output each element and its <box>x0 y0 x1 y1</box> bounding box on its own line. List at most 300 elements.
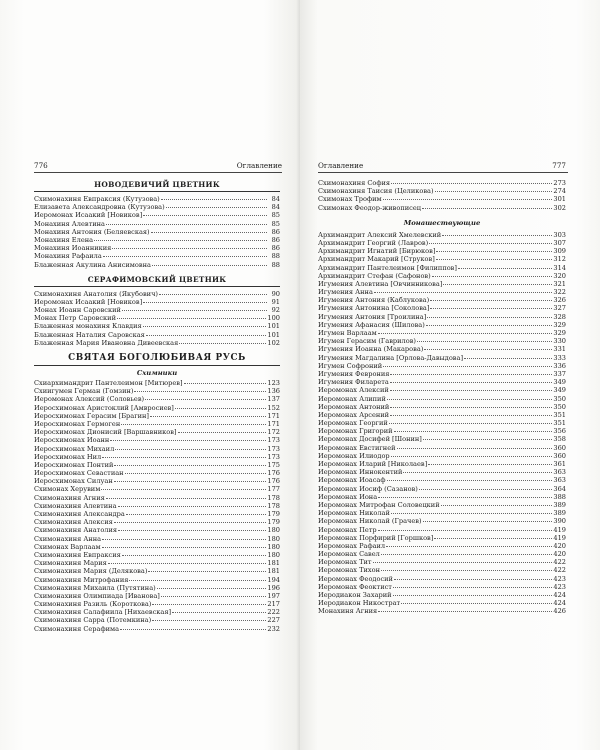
entry-page-number: 177 <box>267 485 280 494</box>
entry-name: Иеромонах Николай (Грачев) <box>318 517 422 526</box>
entry-name: Схимонахиня Алевтина <box>34 501 117 510</box>
entry-page-number: 423 <box>553 582 566 591</box>
dot-leader <box>391 451 553 457</box>
entry-name: Схимонах Феодор-живописец <box>318 203 421 212</box>
dot-leader <box>103 251 267 257</box>
dot-leader <box>106 219 267 225</box>
entry-name: Игумен Герасим (Гаврилов) <box>318 337 416 346</box>
entry-name: Монахиня Агния <box>318 607 378 616</box>
dot-leader <box>403 467 552 473</box>
entry-page-number: 100 <box>267 314 280 323</box>
entry-page-number: 197 <box>267 591 280 600</box>
entry-page-number: 180 <box>267 534 280 543</box>
entry-page-number: 101 <box>267 322 280 331</box>
dot-leader <box>423 516 553 522</box>
dot-leader <box>122 305 267 311</box>
entry-name: Схимонах Херувим <box>34 485 101 494</box>
entry-name: Иеромонах Григорий <box>318 427 393 436</box>
entry-page-number: 361 <box>553 460 566 468</box>
entry-name: Иеромонах Феоктист <box>318 582 392 591</box>
entry-page-number: 227 <box>267 616 280 625</box>
entry-name: Иеромонах Антоний <box>318 402 390 411</box>
entry-page-number: 173 <box>267 444 280 453</box>
entry-name: Схимонахиня Мария <box>34 559 107 568</box>
toc-entry <box>34 339 280 347</box>
entry-page-number: 312 <box>553 255 566 264</box>
dot-leader <box>110 435 266 441</box>
dot-leader <box>115 444 266 450</box>
dot-leader <box>143 210 267 216</box>
entry-name: Схимонахиня Салафиила [Нихаевская] <box>34 608 172 617</box>
entry-page-number: 84 <box>271 203 280 212</box>
entry-name: Иеромонах Иона <box>318 492 378 501</box>
section-rule <box>34 365 280 366</box>
entry-name: Иеросхимонах Гермоген <box>34 419 121 428</box>
dot-leader <box>390 377 553 383</box>
dot-leader <box>161 591 267 597</box>
entry-name: Иеромонах Иосиф (Сазанов) <box>318 484 418 493</box>
dot-leader <box>143 321 267 327</box>
entry-name: Архимандрит Пантелеимон [Филиппов] <box>318 263 457 272</box>
entry-name: Иеромонах Иларий [Николаев] <box>318 460 428 468</box>
entry-page-number: 328 <box>553 312 566 321</box>
entry-page-number: 101 <box>267 330 280 339</box>
dot-leader <box>464 353 552 359</box>
section-title: СЕРАФИМОВСКИЙ ЦВЕТНИК <box>87 274 227 284</box>
dot-leader <box>387 475 553 481</box>
entry-name: Блаженная Акулина Анисимовна <box>34 260 151 269</box>
dot-leader <box>383 194 553 200</box>
dot-leader <box>458 263 552 269</box>
dot-leader <box>430 303 552 309</box>
dot-leader <box>125 468 267 474</box>
entry-page-number: 180 <box>267 550 280 559</box>
entry-page-number: 86 <box>271 235 280 244</box>
entry-page-number: 314 <box>553 263 566 272</box>
dot-leader <box>152 599 266 605</box>
entry-name: Схимонахиня Агния <box>34 493 105 502</box>
entry-name: Иеромонах Петр <box>318 525 377 534</box>
right-page <box>300 0 600 750</box>
dot-leader <box>175 403 267 409</box>
dot-leader <box>102 534 266 540</box>
entry-name: Игумения Магдалина [Орлова-Давыдова] <box>318 353 464 362</box>
dot-leader <box>428 459 552 465</box>
entry-page-number: 337 <box>553 369 566 378</box>
dot-leader <box>393 582 552 588</box>
entry-name: Иеромонах Арсений <box>318 410 390 419</box>
entry-page-number: 232 <box>267 624 280 633</box>
entry-page-number: 84 <box>271 195 280 203</box>
entry-page-number: 420 <box>553 541 566 550</box>
section-title: СВЯТАЯ БОГОЛЮБИВАЯ РУСЬ <box>68 353 246 363</box>
dot-leader <box>374 287 553 293</box>
dot-leader <box>161 194 267 200</box>
dot-leader <box>378 606 552 612</box>
entry-page-number: 274 <box>553 187 566 196</box>
entry-name: Иеродиакон Захарий <box>318 591 392 599</box>
left-toc <box>34 180 280 633</box>
dot-leader <box>390 410 552 416</box>
toc-entry <box>318 607 566 615</box>
entry-name: Иеросхимонах Силуан <box>34 477 113 486</box>
entry-name: Схимонахиня Анатолия <box>34 526 118 535</box>
entry-name: Иеромонах Иннокентий <box>318 468 403 477</box>
entry-page-number: 336 <box>553 361 566 370</box>
dot-leader <box>432 271 553 277</box>
dot-leader <box>422 203 552 209</box>
entry-page-number: 326 <box>553 296 566 305</box>
dot-leader <box>383 361 552 367</box>
entry-page-number: 222 <box>267 608 280 617</box>
entry-name: Иеромонах Феодосий <box>318 574 393 583</box>
entry-name: Иеромонах Алексий <box>318 386 389 395</box>
entry-name: Игумения Антонина [Соколова] <box>318 304 430 313</box>
entry-page-number: 171 <box>267 411 280 420</box>
entry-page-number: 86 <box>271 227 280 236</box>
entry-page-number: 350 <box>553 394 566 403</box>
dot-leader <box>152 615 266 621</box>
dot-leader <box>389 418 553 424</box>
entry-page-number: 180 <box>267 526 280 535</box>
dot-leader <box>397 443 553 449</box>
entry-name: Иеромонах Савел <box>318 550 380 559</box>
entry-page-number: 424 <box>553 599 566 608</box>
entry-page-number: 86 <box>271 244 280 253</box>
entry-page-number: 194 <box>267 575 280 584</box>
entry-name: Архимандрит Георгий (Лавров) <box>318 238 429 247</box>
toc-entry <box>34 261 280 269</box>
entry-page-number: 329 <box>553 329 566 337</box>
entry-name: Игумения Антония (Каблукова) <box>318 296 430 305</box>
entry-name: Схимонахиня Мария (Делякова) <box>34 567 148 576</box>
dot-leader <box>393 590 553 596</box>
subsection-title: Монашествующие <box>403 218 481 227</box>
entry-name: Иеромонах Исаакий [Новиков] <box>34 211 143 220</box>
entry-name: Иеросхимонах Герасим [Брагин] <box>34 411 150 420</box>
dot-leader <box>146 330 267 336</box>
entry-name: Монах Иоанн Саровский <box>34 306 121 315</box>
entry-name: Блаженная Мария Ивановна Дивеевская <box>34 338 179 347</box>
entry-name: Монахиня Алевтина <box>34 219 105 228</box>
entry-name: Схиигумен Герман (Гомзин) <box>34 387 134 396</box>
entry-page-number: 358 <box>553 435 566 444</box>
dot-leader <box>373 557 553 563</box>
dot-leader <box>120 624 266 630</box>
entry-page-number: 349 <box>553 378 566 387</box>
entry-page-number: 102 <box>267 338 280 347</box>
entry-name: Схимонахиня Митрофания <box>34 575 129 584</box>
entry-name: Монахиня Иоанникия <box>34 244 112 253</box>
entry-page-number: 329 <box>553 320 566 329</box>
entry-page-number: 302 <box>553 203 566 212</box>
entry-name: Иеромонах Георгий <box>318 419 388 428</box>
entry-page-number: 360 <box>553 451 566 460</box>
dot-leader <box>417 336 552 342</box>
entry-page-number: 330 <box>553 337 566 346</box>
entry-page-number: 176 <box>267 477 280 486</box>
entry-name: Иеромонах Рафаил <box>318 541 386 550</box>
entry-name: Схимонахиня Алексия <box>34 518 113 527</box>
entry-name: Схимонахиня Сарра (Потемкина) <box>34 616 152 625</box>
entry-name: Схимонахиня Михаила (Путятина) <box>34 583 156 592</box>
dot-leader <box>159 289 267 295</box>
dot-leader <box>101 484 266 490</box>
entry-page-number: 333 <box>553 353 566 362</box>
header-rule <box>318 172 568 173</box>
entry-name: Игумен Варлаам <box>318 329 377 337</box>
entry-name: Иеромонах Алексий (Соловьев) <box>34 395 145 404</box>
entry-name: Иеросхимонах Михаил <box>34 444 115 453</box>
entry-page-number: 85 <box>271 219 280 228</box>
dot-leader <box>378 525 553 531</box>
dot-leader <box>394 426 553 432</box>
entry-page-number: 179 <box>267 510 280 518</box>
entry-name: Иеросхимонах Аристоклий [Амвросиев] <box>34 403 174 412</box>
entry-page-number: 322 <box>553 288 566 297</box>
entry-page-number: 196 <box>267 583 280 592</box>
running-title: Оглавление <box>236 161 282 170</box>
entry-name: Блаженная Наталия Саровская <box>34 330 145 339</box>
dot-leader <box>434 533 552 539</box>
running-title: Оглавление <box>318 161 364 170</box>
entry-name: Игумения Филарета <box>318 378 389 387</box>
dot-leader <box>117 313 266 319</box>
dot-leader <box>134 386 266 392</box>
section-rule <box>34 191 280 192</box>
entry-page-number: 90 <box>271 289 280 298</box>
entry-name: Схиархимандрит Пантелеимон [Митюрев] <box>34 379 183 387</box>
entry-name: Иеромонах Илиодор <box>318 451 390 460</box>
dot-leader <box>121 419 266 425</box>
dot-leader <box>126 509 267 515</box>
entry-name: Игумен Софроний <box>318 361 383 370</box>
dot-leader <box>112 243 267 249</box>
dot-leader <box>129 575 266 581</box>
dot-leader <box>394 574 552 580</box>
dot-leader <box>102 452 266 458</box>
entry-page-number: 301 <box>553 195 566 204</box>
entry-name: Иеромонах Исаакий [Новиков] <box>34 297 143 306</box>
dot-leader <box>106 493 267 499</box>
entry-page-number: 91 <box>271 297 280 306</box>
entry-name: Блаженная монахиня Клавдия <box>34 322 142 331</box>
entry-page-number: 356 <box>553 427 566 436</box>
dot-leader <box>184 378 267 384</box>
dot-leader <box>443 279 552 285</box>
entry-page-number: 424 <box>553 591 566 599</box>
dot-leader <box>442 230 552 236</box>
section-rule <box>34 286 280 287</box>
entry-name: Схимонахиня Анатолия (Якубович) <box>34 289 158 298</box>
entry-name: Игумения Антония [Троилина] <box>318 312 427 321</box>
entry-page-number: 360 <box>553 443 566 452</box>
entry-page-number: 419 <box>553 525 566 534</box>
entry-page-number: 363 <box>553 468 566 477</box>
dot-leader <box>145 394 266 400</box>
entry-page-number: 152 <box>267 403 280 412</box>
dot-leader <box>426 320 553 326</box>
dot-leader <box>114 460 266 466</box>
entry-name: Схимонахиня Анна <box>34 534 102 543</box>
dot-leader <box>118 525 266 531</box>
dot-leader <box>430 295 552 301</box>
entry-name: Иеросхимонах Нил <box>34 452 102 461</box>
entry-page-number: 181 <box>267 559 280 568</box>
entry-page-number: 137 <box>267 395 280 404</box>
entry-page-number: 388 <box>553 492 566 501</box>
entry-name: Игумения Феврония <box>318 369 390 378</box>
entry-page-number: 173 <box>267 436 280 445</box>
entry-page-number: 389 <box>553 500 566 509</box>
dot-leader <box>178 427 267 433</box>
entry-page-number: 320 <box>553 271 566 280</box>
dot-leader <box>152 260 267 266</box>
dot-leader <box>441 500 553 506</box>
entry-name: Монах Петр Саровский <box>34 314 116 323</box>
entry-page-number: 175 <box>267 460 280 469</box>
dot-leader <box>401 598 552 604</box>
entry-page-number: 85 <box>271 211 280 220</box>
entry-name: Схимонахиня Евпраксия (Кутузова) <box>34 195 160 203</box>
dot-leader <box>143 297 267 303</box>
entry-name: Схимонахиня Серафима <box>34 624 120 633</box>
entry-name: Иеромонах Иоасаф <box>318 476 386 485</box>
entry-name: Схимонахиня Олимпиада [Иванова] <box>34 591 160 600</box>
dot-leader <box>390 369 552 375</box>
dot-leader <box>390 402 552 408</box>
right-toc <box>318 179 566 616</box>
entry-name: Иеромонах Евстигней <box>318 443 396 452</box>
dot-leader <box>148 566 266 572</box>
entry-page-number: 88 <box>271 260 280 269</box>
dot-leader <box>436 254 553 260</box>
dot-leader <box>166 202 267 208</box>
dot-leader <box>150 411 266 417</box>
entry-page-number: 351 <box>553 419 566 428</box>
entry-page-number: 422 <box>553 558 566 567</box>
entry-name: Иеромонах Николай <box>318 509 390 518</box>
dot-leader <box>381 549 553 555</box>
entry-name: Иеросхимонах Иоанн <box>34 436 110 445</box>
entry-page-number: 363 <box>553 476 566 485</box>
dot-leader <box>419 484 553 490</box>
entry-name: Схимонахиня Евпраксия <box>34 550 121 559</box>
entry-page-number: 92 <box>271 306 280 315</box>
entry-page-number: 420 <box>553 550 566 559</box>
dot-leader <box>435 186 553 192</box>
dot-leader <box>179 338 266 344</box>
entry-page-number: 331 <box>553 345 566 354</box>
dot-leader <box>424 344 552 350</box>
entry-name: Иеромонах Алипий <box>318 394 386 403</box>
entry-name: Игумения Афанасия (Шилова) <box>318 320 425 329</box>
entry-page-number: 423 <box>553 574 566 583</box>
dot-leader <box>436 246 552 252</box>
entry-page-number: 88 <box>271 252 280 261</box>
entry-name: Архимандрит Стефан (Сафонов) <box>318 271 431 280</box>
entry-page-number: 327 <box>553 304 566 313</box>
dot-leader <box>118 501 267 507</box>
page-number: 777 <box>552 161 566 170</box>
entry-name: Архимандрит Макарий [Струков] <box>318 255 435 264</box>
dot-leader <box>391 508 553 514</box>
entry-page-number: 180 <box>267 542 280 551</box>
entry-page-number: 351 <box>553 410 566 419</box>
entry-name: Иеромонах Митрофан Соловецкий <box>318 500 440 509</box>
entry-page-number: 136 <box>267 387 280 396</box>
entry-name: Иеросхимонах Дионисий [Варшавников] <box>34 428 177 437</box>
dot-leader <box>386 541 552 547</box>
left-page-header <box>34 161 282 171</box>
entry-page-number: 172 <box>267 428 280 437</box>
entry-page-number: 179 <box>267 518 280 527</box>
entry-name: Схимонахиня Александра <box>34 510 125 518</box>
entry-page-number: 389 <box>553 509 566 518</box>
dot-leader <box>423 434 553 440</box>
entry-name: Иеросхимонах Понтий <box>34 460 114 469</box>
dot-leader <box>429 238 552 244</box>
dot-leader <box>172 607 266 613</box>
toc-entry <box>34 625 280 633</box>
dot-leader <box>114 476 267 482</box>
entry-page-number: 181 <box>267 567 280 576</box>
section-title: НОВОДЕВИЧИЙ ЦВЕТНИК <box>94 180 220 189</box>
entry-name: Игумения Анна <box>318 288 373 297</box>
entry-name: Иеромонах Порфирий [Горшков] <box>318 533 434 542</box>
dot-leader <box>102 542 267 548</box>
dot-leader <box>157 583 267 589</box>
entry-page-number: 178 <box>267 493 280 502</box>
entry-name: Архимандрит Игнатий [Бирюков] <box>318 247 436 256</box>
entry-name: Елизавета Александровна (Кутузова) <box>34 203 165 212</box>
entry-page-number: 173 <box>267 452 280 461</box>
dot-leader <box>387 394 553 400</box>
entry-name: Схимонах Варлаам <box>34 542 101 551</box>
dot-leader <box>108 558 267 564</box>
entry-name: Иеросхимонах Севастиан <box>34 469 124 478</box>
entry-page-number: 419 <box>553 533 566 542</box>
entry-page-number: 273 <box>553 179 566 187</box>
entry-name: Схимонахиня Разиль (Короткова) <box>34 600 152 609</box>
entry-page-number: 349 <box>553 386 566 395</box>
entry-name: Монахиня Антония (Беляевская) <box>34 227 150 236</box>
dot-leader <box>391 178 552 184</box>
dot-leader <box>114 517 267 523</box>
right-page-header <box>318 161 566 171</box>
entry-name: Игумения Иоанна (Макарова) <box>318 345 424 354</box>
entry-page-number: 364 <box>553 484 566 493</box>
entry-name: Монахиня Рафаила <box>34 252 102 261</box>
entry-page-number: 422 <box>553 566 566 575</box>
dot-leader <box>122 550 267 556</box>
dot-leader <box>378 492 552 498</box>
dot-leader <box>381 565 552 571</box>
entry-page-number: 217 <box>267 600 280 609</box>
entry-name: Иеромонах Тихон <box>318 566 380 575</box>
entry-name: Схимонахиня София <box>318 179 391 187</box>
dot-leader <box>427 312 552 318</box>
subsection-title: Схимники <box>136 369 178 377</box>
page-number: 776 <box>34 161 48 170</box>
header-rule <box>34 172 282 173</box>
dot-leader <box>151 227 267 233</box>
entry-page-number: 309 <box>553 247 566 256</box>
entry-page-number: 303 <box>553 230 566 239</box>
entry-name: Иеромонах Досифей [Шонин] <box>318 435 422 444</box>
dot-leader <box>390 385 553 391</box>
entry-page-number: 171 <box>267 419 280 428</box>
